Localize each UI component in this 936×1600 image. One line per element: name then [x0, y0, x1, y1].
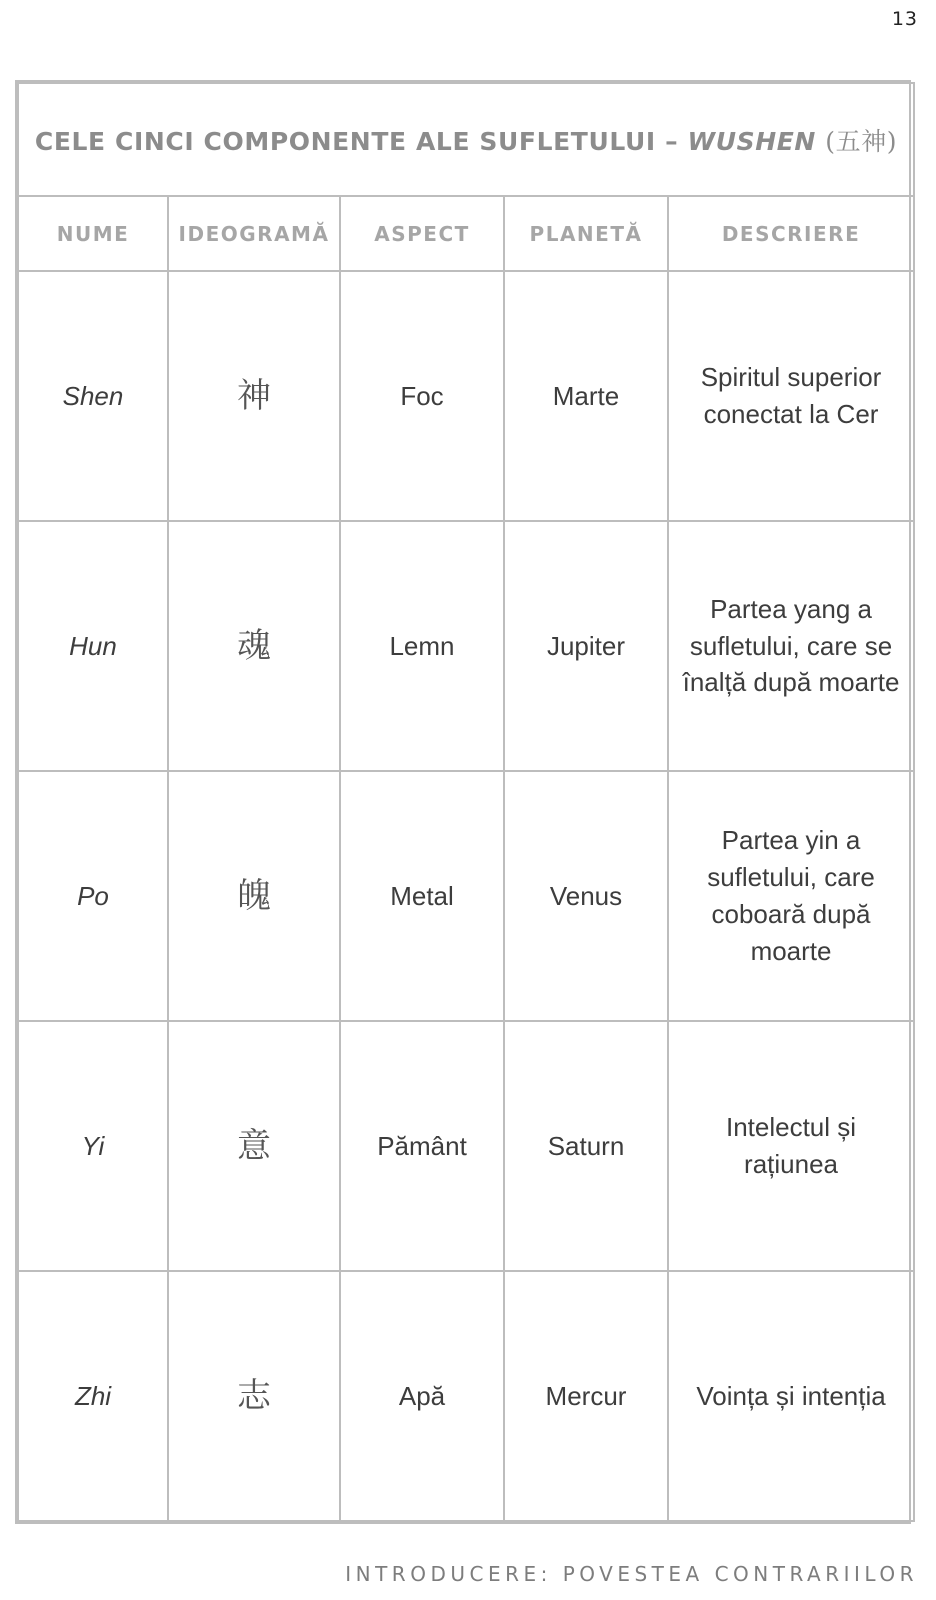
column-header-aspect: ASPECT	[340, 196, 504, 271]
table-title-cjk: (五神)	[825, 126, 898, 156]
description-cell: Partea yin a sufletului, care coboară după moarte	[668, 771, 914, 1021]
name-cell: Yi	[18, 1021, 168, 1271]
table-title-main: CELE CINCI COMPONENTE ALE SUFLETULUI –	[34, 126, 688, 156]
aspect-cell: Pământ	[340, 1021, 504, 1271]
name-cell: Po	[18, 771, 168, 1021]
page-number: 13	[891, 8, 918, 30]
table-title	[18, 83, 914, 196]
column-header-ideograma: IDEOGRAMĂ	[168, 196, 340, 271]
description-cell: Intelectul și rațiunea	[668, 1021, 914, 1271]
column-header-descriere: DESCRIERE	[668, 196, 914, 271]
table-row	[18, 271, 914, 521]
ideogram-cell: 魄	[168, 771, 340, 1021]
table-row	[18, 771, 914, 1021]
table-title-italic: WUSHEN	[687, 126, 816, 156]
table-row	[18, 521, 914, 771]
ideogram-cell: 魂	[168, 521, 340, 771]
ideogram-cell: 志	[168, 1271, 340, 1521]
name-cell: Zhi	[18, 1271, 168, 1521]
description-cell: Spiritul superior conectat la Cer	[668, 271, 914, 521]
planet-cell: Jupiter	[504, 521, 668, 771]
aspect-cell: Foc	[340, 271, 504, 521]
column-header-nume: NUME	[18, 196, 168, 271]
table-row	[18, 1271, 914, 1521]
description-cell: Voința și intenția	[668, 1271, 914, 1521]
table-row	[18, 1021, 914, 1271]
column-header-planeta: PLANETĂ	[504, 196, 668, 271]
name-cell: Hun	[18, 521, 168, 771]
running-footer: INTRODUCERE: POVESTEA CONTRARIILOR	[345, 1562, 918, 1586]
aspect-cell: Lemn	[340, 521, 504, 771]
planet-cell: Marte	[504, 271, 668, 521]
aspect-cell: Apă	[340, 1271, 504, 1521]
ideogram-cell: 神	[168, 271, 340, 521]
ideogram-cell: 意	[168, 1021, 340, 1271]
aspect-cell: Metal	[340, 771, 504, 1021]
planet-cell: Saturn	[504, 1021, 668, 1271]
planet-cell: Venus	[504, 771, 668, 1021]
wushen-table	[15, 80, 911, 1524]
name-cell: Shen	[18, 271, 168, 521]
description-cell: Partea yang a sufletului, care se înalță după moarte	[668, 521, 914, 771]
planet-cell: Mercur	[504, 1271, 668, 1521]
